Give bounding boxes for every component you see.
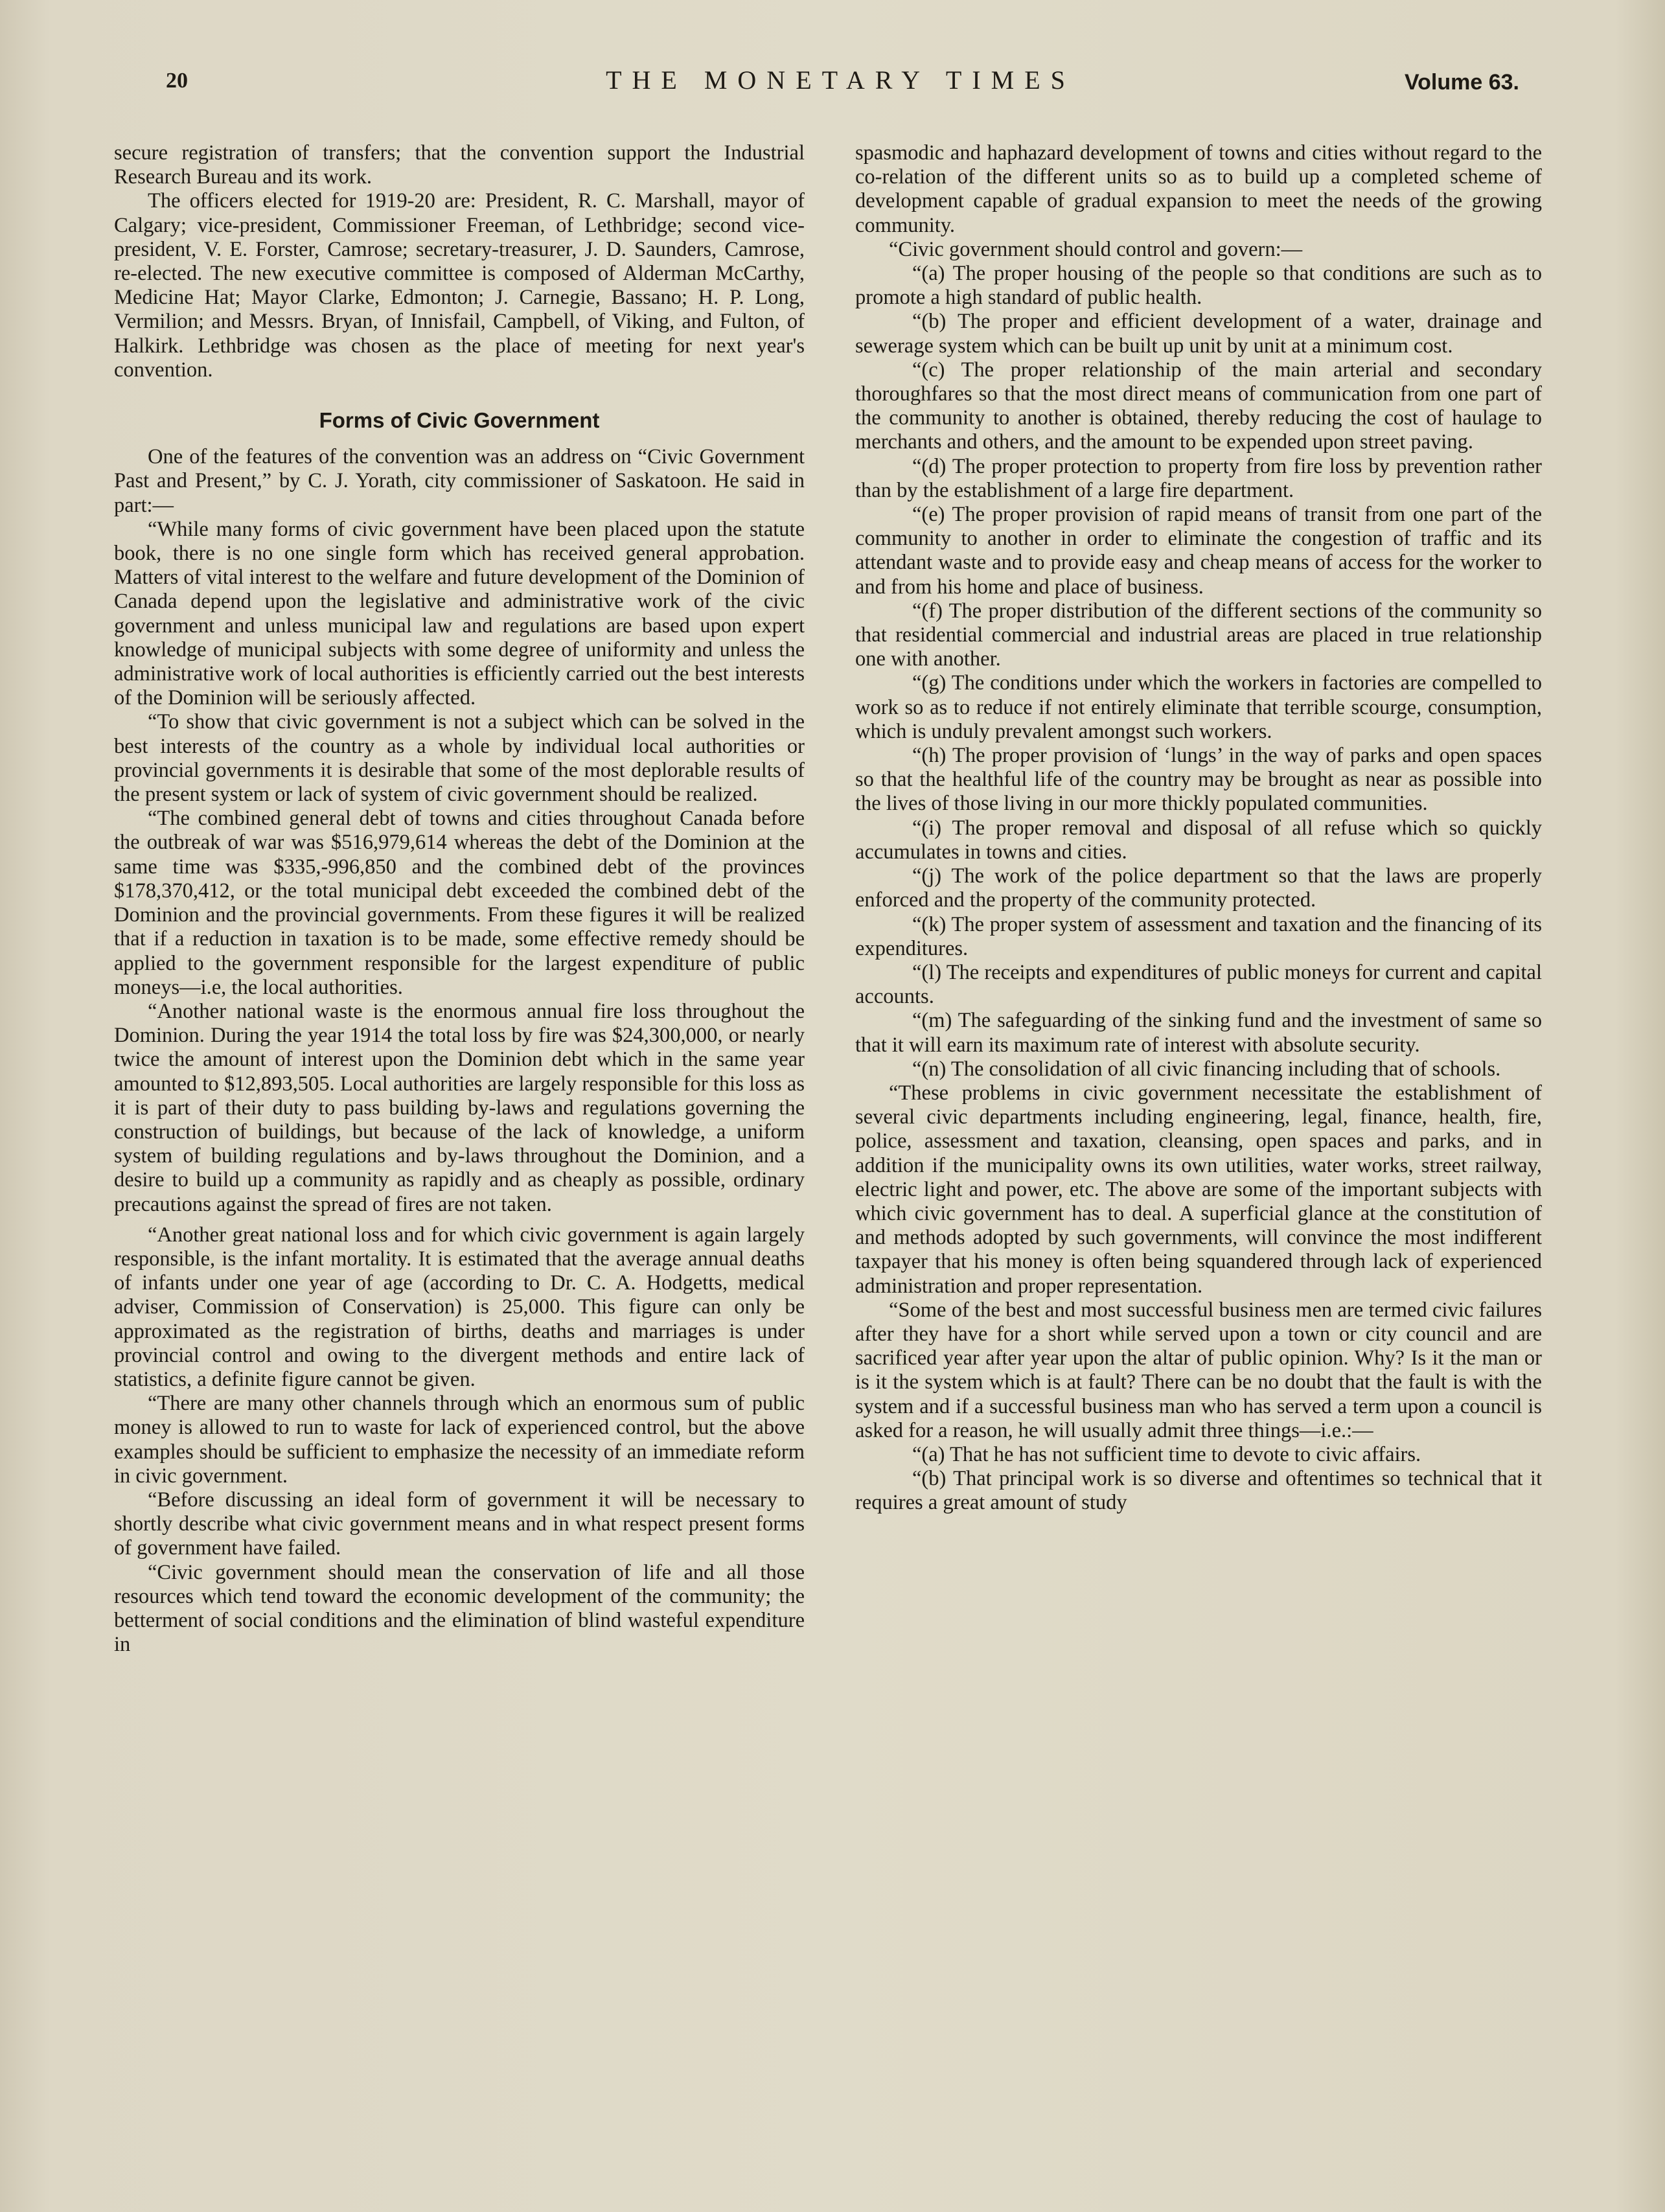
- paragraph: “Some of the best and most successful business men are termed civic failures after they have for a short while served upon a town or city council and are sacrificed year after year upon the altar of public opinion. Why? Is it the man or is it the system which is at fault? There can be no doubt that the fault is with the system and if a successful business man who has served a term upon a council is asked for a reason, he will usually admit three things—i.e.:—: [855, 1298, 1542, 1442]
- paragraph: “The combined general debt of towns and cities throughout Canada before the outbreak of war was $516,979,614 whereas the debt of the Dominion at the same time was $335,-996,850 and the combined debt of the provinces $178,370,412, or the total municipal debt exceeded the combined debt of the Dominion and the provincial governments. From these figures it will be realized that if a reduction in taxation is to be made, some effective remedy should be applied to the government responsible for the largest expenditure of public moneys—i.e, the local authorities.: [114, 807, 805, 999]
- paragraph: “Another national waste is the enormous annual fire loss throughout the Dominion. During the year 1914 the total loss by fire was $24,300,000, or nearly twice the amount of interest upon the Dominion debt which in the same year amounted to $12,893,505. Local authorities are largely responsible for this loss as it is part of their duty to pass building by-laws and regulations governing the construction of buildings, but because of the lack of knowledge, a uniform system of building regulations and by-laws throughout the Dominion, and a desire to build up a community as rapidly and as cheaply as possible, ordinary precautions against the spread of fires are not taken.: [114, 999, 805, 1216]
- list-item: “(a) The proper housing of the people so that conditions are such as to promote a high standard of public health.: [855, 262, 1542, 310]
- list-item: “(d) The proper protection to property from fire loss by prevention rather than by the establishment of a large fire department.: [855, 454, 1542, 502]
- paragraph: spasmodic and haphazard development of towns and cities without regard to the co-relation of the different units so as to build up a completed scheme of development capable of gradual expansion to meet the needs of the growing community.: [855, 141, 1542, 237]
- paragraph: “Civic government should mean the conservation of life and all those resources which tend toward the economic development of the community; the betterment of social conditions and the elimination of blind wasteful expenditure in: [114, 1560, 805, 1657]
- paragraph: secure registration of transfers; that the convention support the Industrial Research Bureau and its work.: [114, 141, 805, 189]
- volume-label: Volume 63.: [1405, 70, 1519, 95]
- list-item: “(j) The work of the police department so that the laws are properly enforced and the property of the community protected.: [855, 864, 1542, 912]
- paragraph: “Civic government should control and govern:—: [889, 237, 1303, 261]
- list-item: “(c) The proper relationship of the main arterial and secondary thoroughfares so that the most direct means of communication from one part of the community to another is obtained, thereby reducing the cost of haulage to merchants and others, and the amount to be expended upon street paving.: [855, 358, 1542, 454]
- list-item: “(f) The proper distribution of the different sections of the community so that residential commercial and industrial areas are placed in true relationship one with another.: [855, 599, 1542, 671]
- list-item: “(b) That principal work is so diverse and oftentimes so technical that it requires a great amount of study: [855, 1467, 1542, 1515]
- list-item: “(k) The proper system of assessment and taxation and the financing of its expenditures.: [855, 912, 1542, 960]
- paragraph: “These problems in civic government necessitate the establishment of several civic departments including engineering, legal, finance, health, fire, police, assessment and taxation, cleansing, open spaces and parks, and in addition if the municipality owns its own utilities, water works, street railway, electric light and power, etc. The above are some of the important subjects with which civic government has to deal. A superficial glance at the constitution of and methods adopted by such governments, will convince the most indifferent taxpayer that his money is often being squandered through lack of experienced administration and proper representation.: [855, 1081, 1542, 1298]
- running-head: [162, 62, 1519, 108]
- paragraph: “Another great national loss and for which civic government is again largely responsible, is the infant mortality. It is estimated that the average annual deaths of infants under one year of age (according to Dr. C. A. Hodgetts, medical adviser, Commission of Conservation) is 25,000. This figure can only be approximated as the registration of births, deaths and marriages is under provincial control and owing to the divergent methods and entire lack of statistics, a definite figure cannot be given.: [114, 1223, 805, 1391]
- list-item: “(n) The consolidation of all civic financing including that of schools.: [912, 1057, 1501, 1081]
- paragraph: “Before discussing an ideal form of government it will be necessary to shortly describe what civic government means and in what respect present forms of government have failed.: [114, 1488, 805, 1560]
- publication-title: THE MONETARY TIMES: [606, 65, 1075, 95]
- list-item: “(i) The proper removal and disposal of all refuse which so quickly accumulates in towns and cities.: [855, 816, 1542, 864]
- list-item: “(g) The conditions under which the workers in factories are compelled to work so as to reduce if not entirely eliminate that terrible scourge, consumption, which is unduly prevalent amongst such workers.: [855, 671, 1542, 743]
- left-column: [114, 141, 805, 1657]
- list-item: “(a) That he has not sufficient time to devote to civic affairs.: [912, 1442, 1421, 1466]
- list-item: “(l) The receipts and expenditures of public moneys for current and capital accounts.: [855, 960, 1542, 1009]
- section-heading: Forms of Civic Government: [319, 408, 600, 433]
- list-item: “(h) The proper provision of ‘lungs’ in the way of parks and open spaces so that the healthful life of the country may be brought as near as possible into the lives of those living in our more thickly populated communities.: [855, 744, 1542, 816]
- right-column: [855, 141, 1542, 1515]
- list-item: “(m) The safeguarding of the sinking fund and the investment of same so that it will earn its maximum rate of interest with absolute security.: [855, 1009, 1542, 1057]
- paragraph: “To show that civic government is not a subject which can be solved in the best interests of the country as a whole by individual local authorities or provincial governments it is desirable that some of the most deplorable results of the present system or lack of system of civic government should be realized.: [114, 710, 805, 807]
- paragraph: “While many forms of civic government have been placed upon the statute book, there is no one single form which has received general approbation. Matters of vital interest to the welfare and future development of the Dominion of Canada depend upon the legislative and administrative work of the civic government and unless municipal law and regulations are based upon expert knowledge of municipal subjects with some degree of uniformity and unless the administrative work of local authorities is efficiently carried out the best interests of the Dominion will be seriously affected.: [114, 517, 805, 710]
- list-item: “(b) The proper and efficient development of a water, drainage and sewerage system which can be built up unit by unit at a minimum cost.: [855, 310, 1542, 358]
- page-number: 20: [166, 69, 188, 93]
- list-item: “(e) The proper provision of rapid means of transit from one part of the community to another in order to eliminate the congestion of traffic and its attendant waste and to provide easy and cheap means of access for the worker to and from his home and place of business.: [855, 503, 1542, 599]
- paragraph: “There are many other channels through which an enormous sum of public money is allowed to run to waste for lack of experienced control, but the above examples should be sufficient to emphasize the necessity of an immediate reform in civic government.: [114, 1392, 805, 1488]
- paragraph: The officers elected for 1919-20 are: President, R. C. Marshall, mayor of Calgary; vice-president, Commissioner Freeman, of Lethbridge; second vice-president, V. E. Forster, Camrose; secretary-treasurer, J. D. Saunders, Camrose, re-elected. The new executive committee is composed of Alderman McCarthy, Medicine Hat; Mayor Clarke, Edmonton; J. Carnegie, Bassano; H. P. Long, Vermilion; and Messrs. Bryan, of Innisfail, Campbell, of Viking, and Fulton, of Halkirk. Lethbridge was chosen as the place of meeting for next year's convention.: [114, 189, 805, 382]
- paragraph: One of the features of the convention was an address on “Civic Government Past and Present,” by C. J. Yorath, city commissioner of Saskatoon. He said in part:—: [114, 445, 805, 517]
